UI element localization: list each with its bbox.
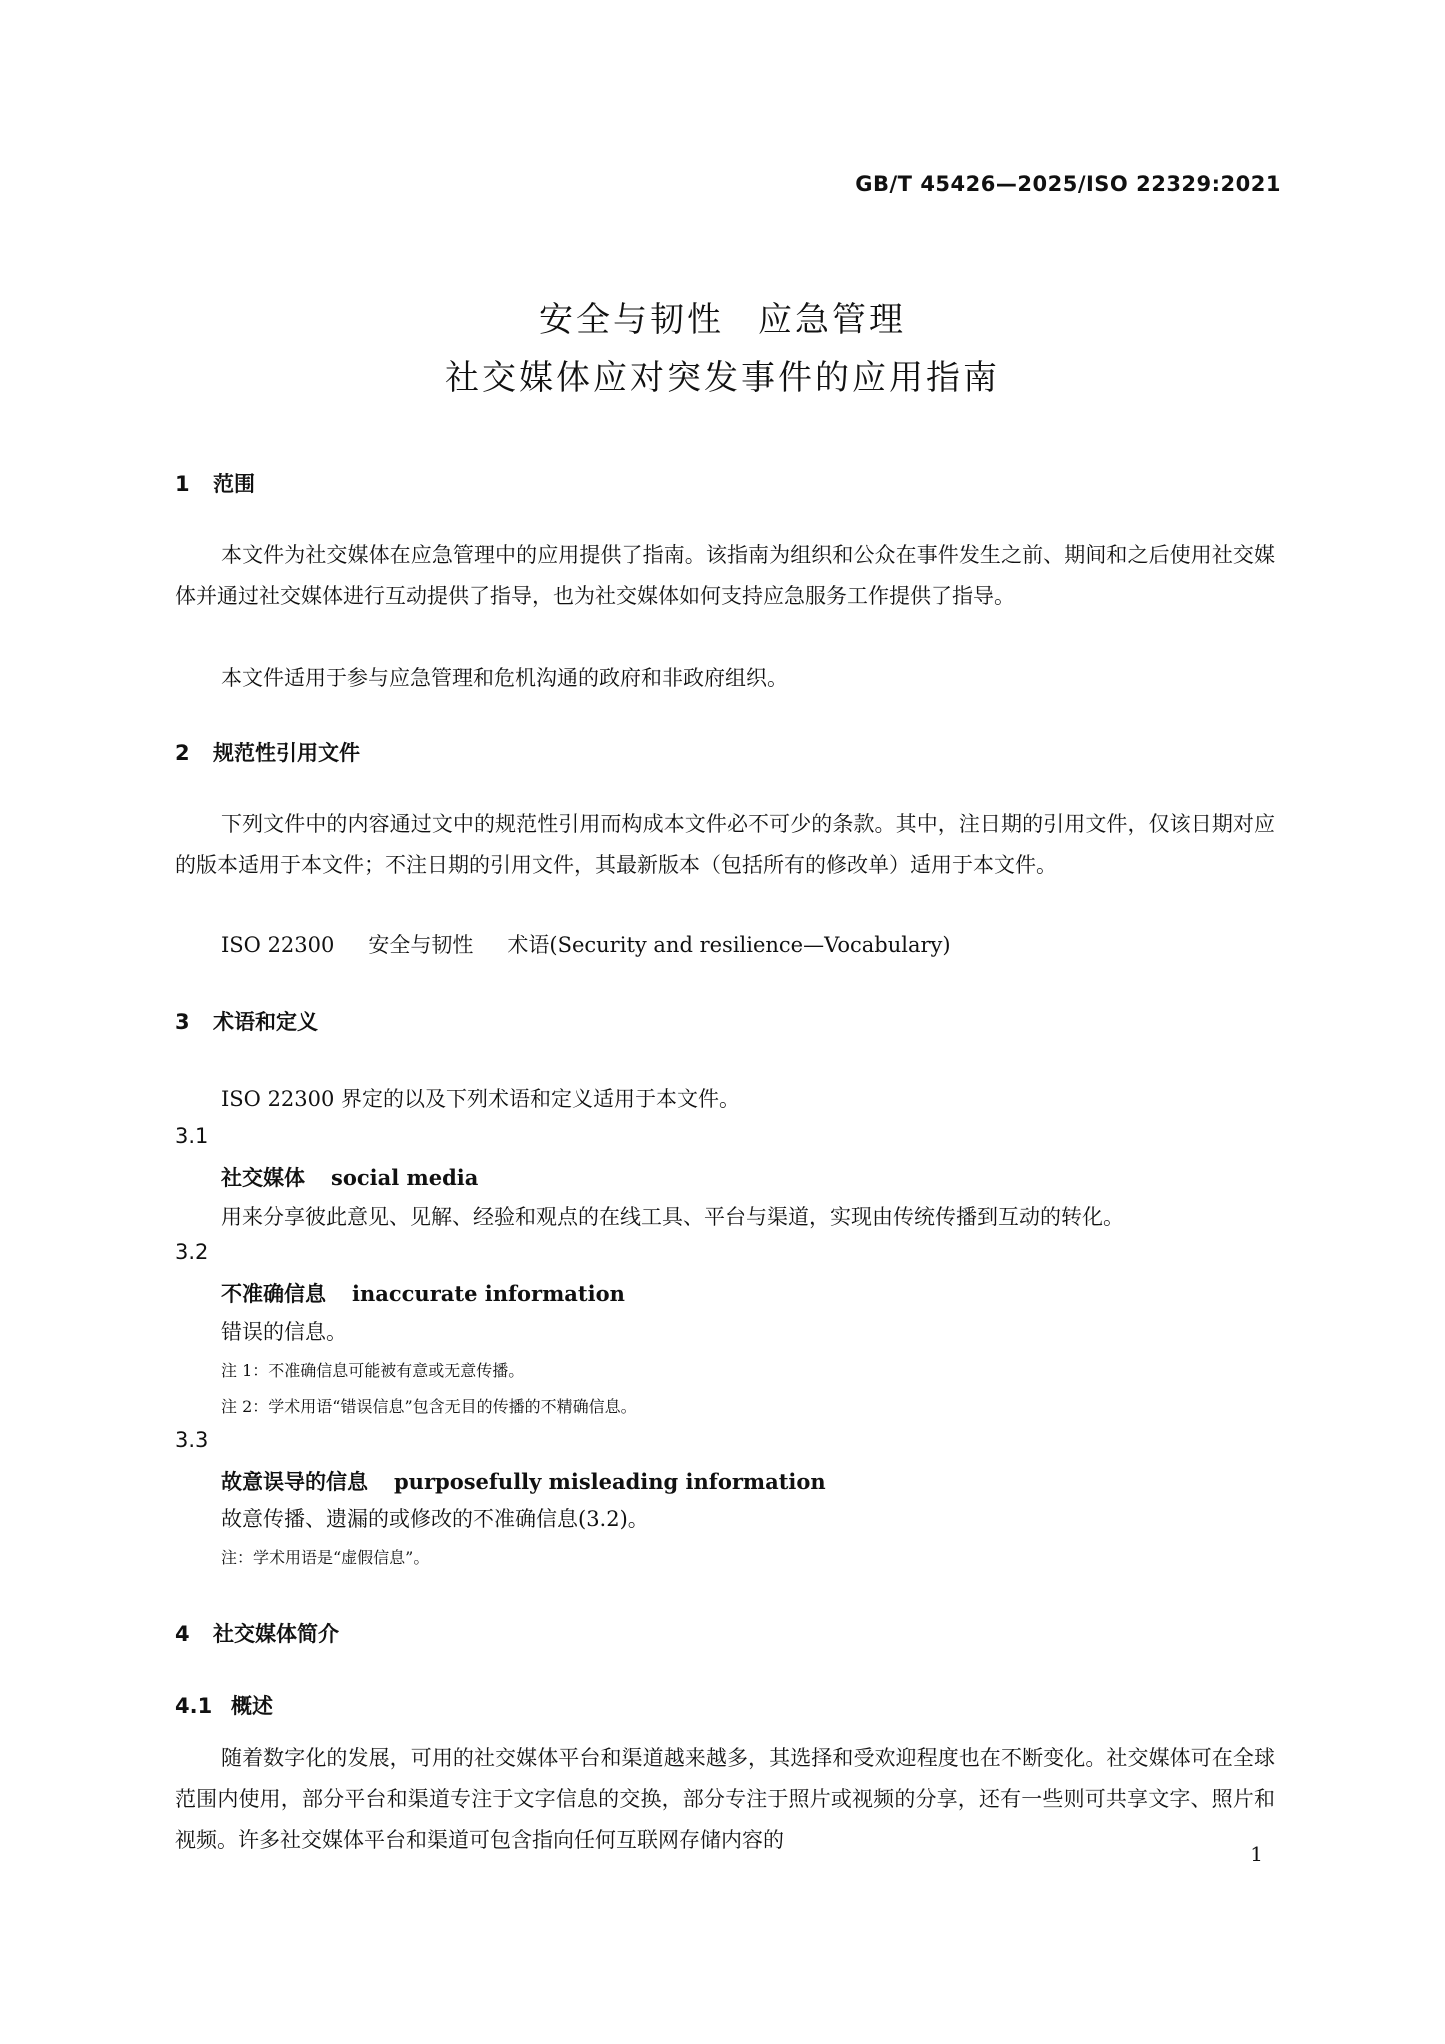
scope-paragraph-1: 本文件为社交媒体在应急管理中的应用提供了指南。该指南为组织和公众在事件发生之前、期间和之后使用社交媒体并通过社交媒体进行互动提供了指导，也为社交媒体如何支持应急服务工作提供了指导。	[175, 543, 1275, 608]
section-title: 术语和定义	[213, 1010, 318, 1034]
term-note: 注：学术用语是“虚假信息”。	[221, 1548, 430, 1567]
section-number: 1	[175, 472, 190, 496]
section-title: 社交媒体简介	[213, 1622, 339, 1646]
subsection-heading-overview	[175, 1690, 273, 1720]
page-number: 1	[1250, 1842, 1263, 1866]
section-title: 概述	[231, 1694, 273, 1718]
term-number: 3.3	[175, 1428, 209, 1452]
standard-number: GB/T 45426—2025/ISO 22329:2021	[855, 172, 1281, 196]
term-number: 3.2	[175, 1240, 209, 1264]
reference-title-b: 术语(Security and resilience—Vocabulary)	[507, 933, 951, 957]
term-entry	[221, 1278, 625, 1308]
term-entry	[221, 1162, 478, 1192]
title-part-b: 应急管理	[758, 300, 906, 340]
scope-paragraph-2: 本文件适用于参与应急管理和危机沟通的政府和非政府组织。	[221, 666, 788, 690]
term-definition: 错误的信息。	[221, 1320, 347, 1344]
document-title-line1	[0, 292, 1445, 341]
section-number: 3	[175, 1010, 190, 1034]
document-title-line2: 社交媒体应对突发事件的应用指南	[445, 358, 1000, 398]
section-heading-social-media	[175, 1618, 339, 1648]
section-title: 规范性引用文件	[213, 741, 360, 765]
term-zh: 不准确信息	[221, 1282, 326, 1306]
section-heading-normative	[175, 737, 360, 767]
title-part-a: 安全与韧性	[539, 300, 724, 340]
term-zh: 故意误导的信息	[221, 1470, 368, 1494]
reference-title-a: 安全与韧性	[368, 933, 474, 957]
term-en: inaccurate information	[352, 1281, 625, 1306]
term-zh: 社交媒体	[221, 1166, 305, 1190]
normative-reference	[221, 929, 951, 959]
section-title: 范围	[213, 472, 255, 496]
terms-intro: ISO 22300 界定的以及下列术语和定义适用于本文件。	[221, 1087, 741, 1111]
term-definition: 用来分享彼此意见、见解、经验和观点的在线工具、平台与渠道，实现由传统传播到互动的转化。	[221, 1205, 1124, 1229]
reference-id: ISO 22300	[221, 933, 335, 957]
section-number: 2	[175, 741, 190, 765]
term-note-2: 注 2：学术用语“错误信息”包含无目的传播的不精确信息。	[221, 1397, 637, 1416]
term-entry	[221, 1466, 826, 1496]
term-en: social media	[331, 1165, 479, 1190]
section-heading-scope	[175, 468, 255, 498]
term-number: 3.1	[175, 1124, 209, 1148]
section-number: 4	[175, 1622, 190, 1646]
term-note-1: 注 1：不准确信息可能被有意或无意传播。	[221, 1361, 525, 1380]
normative-paragraph: 下列文件中的内容通过文中的规范性引用而构成本文件必不可少的条款。其中，注日期的引用文件，仅该日期对应的版本适用于本文件；不注日期的引用文件，其最新版本（包括所有的修改单）适用于本文件。	[175, 812, 1275, 877]
term-en: purposefully misleading information	[394, 1469, 826, 1494]
section-heading-terms	[175, 1006, 318, 1036]
term-definition: 故意传播、遗漏的或修改的不准确信息(3.2)。	[221, 1507, 649, 1531]
overview-paragraph: 随着数字化的发展，可用的社交媒体平台和渠道越来越多，其选择和受欢迎程度也在不断变化。社交媒体可在全球范围内使用，部分平台和渠道专注于文字信息的交换，部分专注于照片或视频的分享，还有一些则可共享文字、照片和视频。许多社交媒体平台和渠道可包含指向任何互联网存储内容的	[175, 1746, 1275, 1852]
section-number: 4.1	[175, 1694, 213, 1718]
